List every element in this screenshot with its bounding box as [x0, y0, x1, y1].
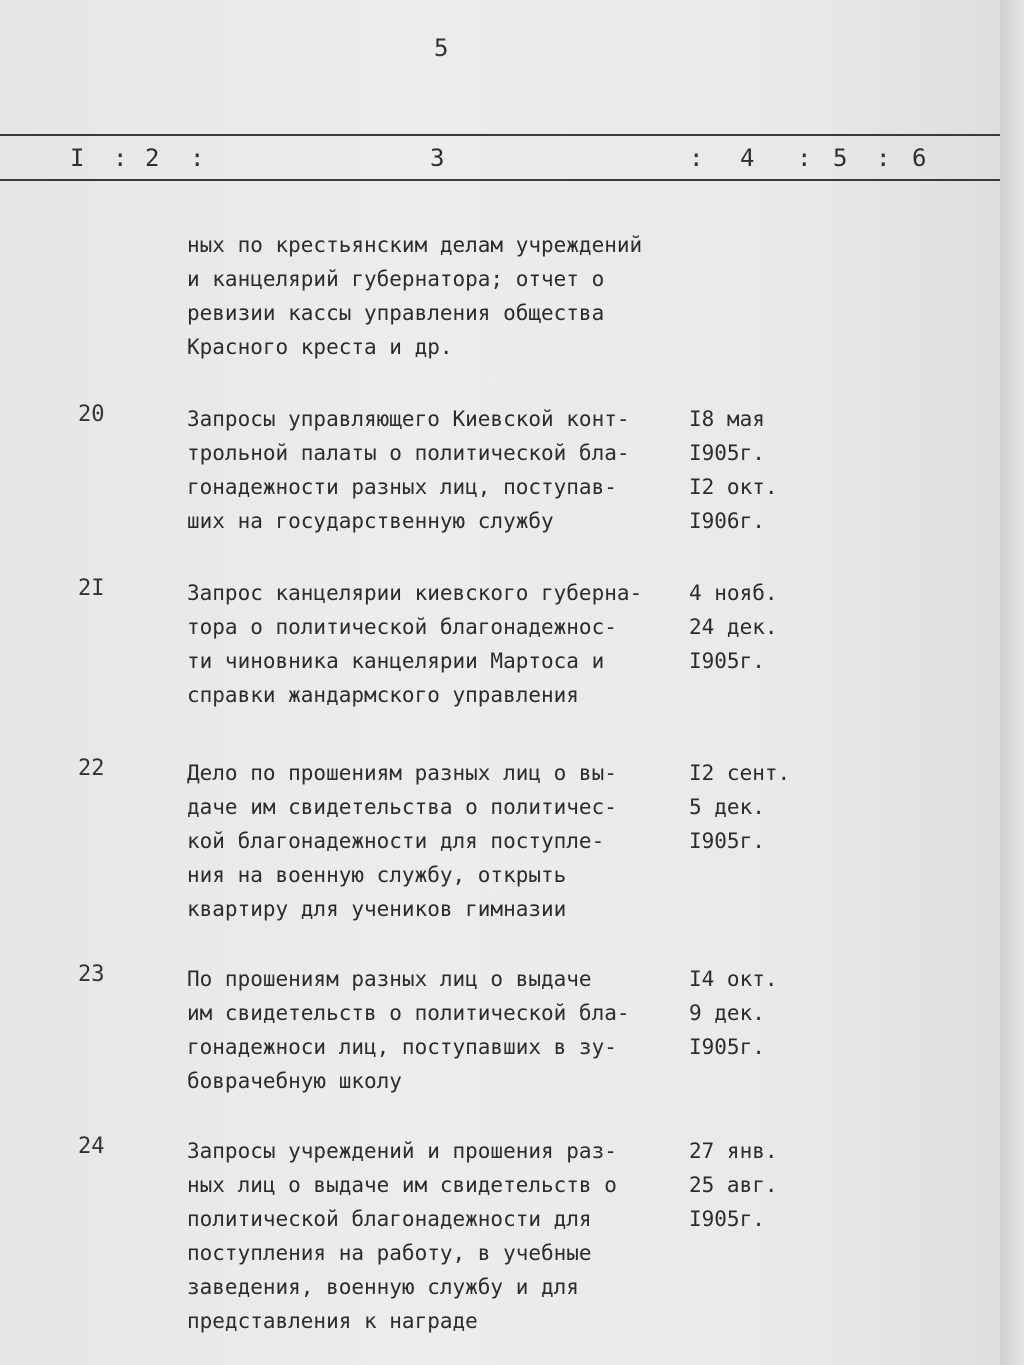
entry-date-line: 24 дек. [689, 615, 778, 639]
entry-date-line: 27 янв. [689, 1139, 778, 1163]
column-header-2: 2 [145, 144, 160, 172]
header-rule-top [0, 134, 1000, 136]
entry-dates [689, 756, 829, 858]
entry-text-line: заведения, военную службу и для [187, 1275, 579, 1299]
entry-text-line: политической благонадежности для [187, 1207, 592, 1231]
entry-text-line: им свидетельств о политической бла- [187, 1001, 630, 1025]
entry-date-line: 9 дек. [689, 1001, 765, 1025]
column-header-1: I [70, 144, 85, 172]
entry-dates [689, 1134, 829, 1236]
entry-text-line: квартиру для учеников гимназии [187, 897, 567, 921]
entry-dates [689, 576, 829, 678]
entry-date-line: I8 мая [689, 407, 765, 431]
entry-date-line: I905г. [689, 441, 765, 465]
column-header-separator: : [190, 144, 205, 172]
column-header-6: 6 [912, 144, 927, 172]
entry-text-line: поступления на работу, в учебные [187, 1241, 592, 1265]
entry-text-line: боврачебную школу [187, 1069, 402, 1093]
column-header-separator: : [876, 144, 891, 172]
entry-text-line: ти чиновника канцелярии Мартоса и [187, 649, 605, 673]
entry-date-line: I905г. [689, 649, 765, 673]
entry-date-line: I4 окт. [689, 967, 778, 991]
entry-date-line: I2 окт. [689, 475, 778, 499]
page-edge [1000, 0, 1024, 1365]
entry-text-line: кой благонадежности для поступле- [187, 829, 605, 853]
entry-text-line: Запросы учреждений и прошения раз- [187, 1139, 617, 1163]
entry-number: 23 [78, 962, 105, 987]
entry-text-line: Запрос канцелярии киевского губерна- [187, 581, 643, 605]
header-rule-bottom [0, 179, 1000, 181]
entry-number: 20 [78, 402, 105, 427]
entry-date-line: I906г. [689, 509, 765, 533]
entry-number: 24 [78, 1134, 105, 1159]
entry-date-line: I905г. [689, 1035, 765, 1059]
entry-number: 22 [78, 756, 105, 781]
entry-text-line: гонадежности разных лиц, поступав- [187, 475, 617, 499]
column-header-5: 5 [833, 144, 848, 172]
column-header-4: 4 [740, 144, 755, 172]
entry-date-line: 25 авг. [689, 1173, 778, 1197]
entry-date-line: I905г. [689, 1207, 765, 1231]
entry-date-line: 4 нояб. [689, 581, 778, 605]
entry-description [187, 576, 687, 712]
column-header-separator: : [797, 144, 812, 172]
entry-text-line: ных по крестьянским делам учреждений [187, 233, 643, 257]
entry-text-line: справки жандармского управления [187, 683, 579, 707]
entry-description [187, 402, 687, 538]
column-header-separator: : [689, 144, 704, 172]
entry-number: 2I [78, 576, 105, 601]
entry-description [187, 228, 687, 364]
entry-text-line: представления к награде [187, 1309, 478, 1333]
entry-date-line: 5 дек. [689, 795, 765, 819]
entry-description [187, 1134, 687, 1338]
entry-text-line: даче им свидетельства о политичес- [187, 795, 617, 819]
entry-text-line: и канцелярий губернатора; отчет о [187, 267, 605, 291]
entry-text-line: ревизии кассы управления общества [187, 301, 605, 325]
entry-text-line: Дело по прошениям разных лиц о вы- [187, 761, 617, 785]
entry-dates [689, 962, 829, 1064]
column-header-separator: : [113, 144, 128, 172]
entry-date-line: I905г. [689, 829, 765, 853]
entry-description [187, 756, 687, 926]
entry-text-line: По прошениям разных лиц о выдаче [187, 967, 592, 991]
entry-text-line: Красного креста и др. [187, 335, 453, 359]
entry-text-line: ных лиц о выдаче им свидетельств о [187, 1173, 617, 1197]
entry-text-line: трольной палаты о политической бла- [187, 441, 630, 465]
entry-description [187, 962, 687, 1098]
entry-dates [689, 402, 829, 538]
column-header-3: 3 [430, 144, 445, 172]
entry-text-line: гонадежноси лиц, поступавших в зу- [187, 1035, 617, 1059]
entry-text-line: ших на государственную службу [187, 509, 554, 533]
entry-date-line: I2 сент. [689, 761, 791, 785]
page-number: 5 [434, 34, 449, 62]
entry-text-line: ния на военную службу, открыть [187, 863, 567, 887]
entry-text-line: Запросы управляющего Киевской конт- [187, 407, 630, 431]
bleed-through-text [680, 250, 885, 274]
entry-text-line: тора о политической благонадежнос- [187, 615, 617, 639]
